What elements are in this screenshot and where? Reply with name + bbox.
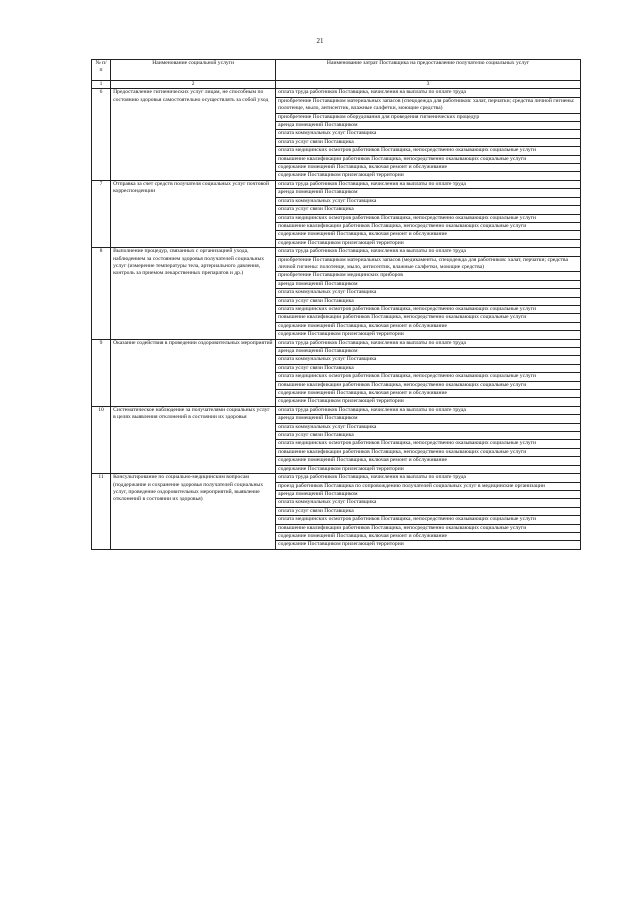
cost-item: оплата услуг связи Поставщика	[276, 432, 581, 440]
cost-item: содержание помещений Поставщика, включая ремонт и обслуживание	[276, 390, 581, 398]
cost-item: оплата труда работников Поставщика, начисления на выплаты по оплате труда	[276, 339, 581, 347]
cost-item: оплата коммунальных услуг Поставщика	[276, 423, 581, 431]
cost-item: повышение квалификации работников Поставщика, непосредственно оказывающих социальные услуги	[276, 524, 581, 532]
service-number: 10	[92, 406, 111, 473]
cost-item: приобретение Поставщиком материальных запасов (медикаменты, спецодежда для работников: халат, перчатки; средства личной гигиены: полотенце, мыло, антисептик, влажные салфетки, моющие средства)	[276, 256, 581, 272]
cost-item: оплата коммунальных услуг Поставщика	[276, 197, 581, 205]
cost-item: повышение квалификации работников Поставщика, непосредственно оказывающих социальные услуги	[276, 222, 581, 230]
cost-row	[92, 474, 581, 482]
cost-item: оплата труда работников Поставщика, начисления на выплаты по оплате труда	[276, 248, 581, 256]
cost-item: приобретение Поставщиком материальных запасов (спецодежда для работников: халат, перчатки; средства личной гигиены: полотенце, мыло, антисептик, влажные салфетки, моющие средства)	[276, 97, 581, 113]
cost-item: аренда помещений Поставщиком	[276, 189, 581, 197]
cost-item: оплата услуг связи Поставщика	[276, 297, 581, 305]
service-number: 11	[92, 474, 111, 550]
cost-item: оплата труда работников Поставщика, начисления на выплаты по оплате труда	[276, 89, 581, 97]
header-costs: Наименование затрат Поставщика на предоставление получателю социальных услуг	[276, 60, 581, 81]
service-number: 6	[92, 89, 111, 180]
cost-item: приобретение Поставщиком оборудования для проведения гигиенических процедур	[276, 113, 581, 121]
service-name: Оказание содействия в проведении оздоровительных мероприятий	[111, 339, 276, 406]
service-number: 9	[92, 339, 111, 406]
cost-row	[92, 406, 581, 414]
cost-item: аренда помещений Поставщиком	[276, 490, 581, 498]
column-numbers-row	[92, 81, 581, 89]
cost-item: аренда помещений Поставщиком	[276, 348, 581, 356]
cost-item: содержание помещений Поставщика, включая ремонт и обслуживание	[276, 231, 581, 239]
service-number: 8	[92, 248, 111, 339]
cost-item: повышение квалификации работников Поставщика, непосредственно оказывающих социальные услуги	[276, 314, 581, 322]
cost-item: оплата коммунальных услуг Поставщика	[276, 130, 581, 138]
column-number: 1	[92, 81, 111, 89]
service-number: 7	[92, 180, 111, 247]
column-number: 3	[276, 81, 581, 89]
cost-item: повышение квалификации работников Поставщика, непосредственно оказывающих социальные услуги	[276, 381, 581, 389]
cost-item: приобретение Поставщиком медицинских приборов	[276, 272, 581, 280]
cost-item: содержание помещений Поставщика, включая ремонт и обслуживание	[276, 532, 581, 540]
cost-row	[92, 248, 581, 256]
service-name: Систематическое наблюдение за получателями социальных услуг в целях выявления отклонений в состоянии их здоровья	[111, 406, 276, 473]
services-cost-table	[91, 59, 581, 550]
cost-item: оплата труда работников Поставщика, начисления на выплаты по оплате труда	[276, 180, 581, 188]
cost-item: оплата медицинских осмотров работников Поставщика, непосредственно оказывающих социальные услуги	[276, 373, 581, 381]
cost-item: оплата услуг связи Поставщика	[276, 364, 581, 372]
header-row	[92, 60, 581, 81]
page-number: 21	[316, 37, 324, 45]
cost-item: оплата коммунальных услуг Поставщика	[276, 289, 581, 297]
cost-item: оплата коммунальных услуг Поставщика	[276, 356, 581, 364]
cost-item: оплата услуг связи Поставщика	[276, 138, 581, 146]
column-number: 2	[111, 81, 276, 89]
service-name: Выполнение процедур, связанных с организацией ухода, наблюдением за состоянием здоровья получателей социальных услуг (измерение температуры тела, артериального давления, контроль за приемом лекарственных препаратов и др.)	[111, 248, 276, 339]
header-service: Наименование социальной услуги	[111, 60, 276, 81]
cost-item: аренда помещений Поставщиком	[276, 122, 581, 130]
cost-item: содержание Поставщиком прилегающей территории	[276, 331, 581, 339]
cost-item: содержание помещений Поставщика, включая ремонт и обслуживание	[276, 457, 581, 465]
header-num: № п/п	[92, 60, 111, 81]
cost-item: оплата медицинских осмотров работников Поставщика, непосредственно оказывающих социальные услуги	[276, 305, 581, 313]
cost-item: содержание помещений Поставщика, включая ремонт и обслуживание	[276, 164, 581, 172]
cost-item: оплата труда работников Поставщика, начисления на выплаты по оплате труда	[276, 474, 581, 482]
cost-item: содержание Поставщиком прилегающей территории	[276, 172, 581, 180]
service-name: Предоставление гигиенических услуг лицам, не способным по состоянию здоровья самостоятельно осуществлять за собой уход	[111, 89, 276, 180]
service-name: Отправка за счет средств получателя социальных услуг почтовой корреспонденции	[111, 180, 276, 247]
cost-item: оплата услуг связи Поставщика	[276, 507, 581, 515]
cost-row	[92, 180, 581, 188]
cost-item: содержание помещений Поставщика, включая ремонт и обслуживание	[276, 322, 581, 330]
service-name: Консультирование по социально-медицинским вопросам (поддержание и сохранение здоровья получателей социальных услуг, проведение оздоровительных мероприятий, выявление отклонений в состоянии их здоровья)	[111, 474, 276, 550]
cost-item: оплата медицинских осмотров работников Поставщика, непосредственно оказывающих социальные услуги	[276, 214, 581, 222]
cost-row	[92, 89, 581, 97]
cost-item: содержание Поставщиком прилегающей территории	[276, 398, 581, 406]
cost-item: аренда помещений Поставщиком	[276, 280, 581, 288]
cost-row	[92, 339, 581, 347]
cost-item: оплата медицинских осмотров работников Поставщика, непосредственно оказывающих социальные услуги	[276, 147, 581, 155]
cost-item: оплата коммунальных услуг Поставщика	[276, 499, 581, 507]
cost-item: оплата труда работников Поставщика, начисления на выплаты по оплате труда	[276, 406, 581, 414]
cost-item: повышение квалификации работников Поставщика, непосредственно оказывающих социальные услуги	[276, 448, 581, 456]
cost-item: повышение квалификации работников Поставщика, непосредственно оказывающих социальные услуги	[276, 155, 581, 163]
cost-item: оплата медицинских осмотров работников Поставщика, непосредственно оказывающих социальные услуги	[276, 440, 581, 448]
cost-item: содержание Поставщиком прилегающей территории	[276, 239, 581, 247]
cost-item: проезд работников Поставщика по сопровождению получателей социальных услуг в медицинские организации	[276, 482, 581, 490]
cost-item: содержание Поставщиком прилегающей территории	[276, 541, 581, 549]
cost-item: оплата услуг связи Поставщика	[276, 206, 581, 214]
cost-item: аренда помещений Поставщиком	[276, 415, 581, 423]
cost-item: оплата медицинских осмотров работников Поставщика, непосредственно оказывающих социальные услуги	[276, 516, 581, 524]
cost-item: содержание Поставщиком прилегающей территории	[276, 465, 581, 473]
